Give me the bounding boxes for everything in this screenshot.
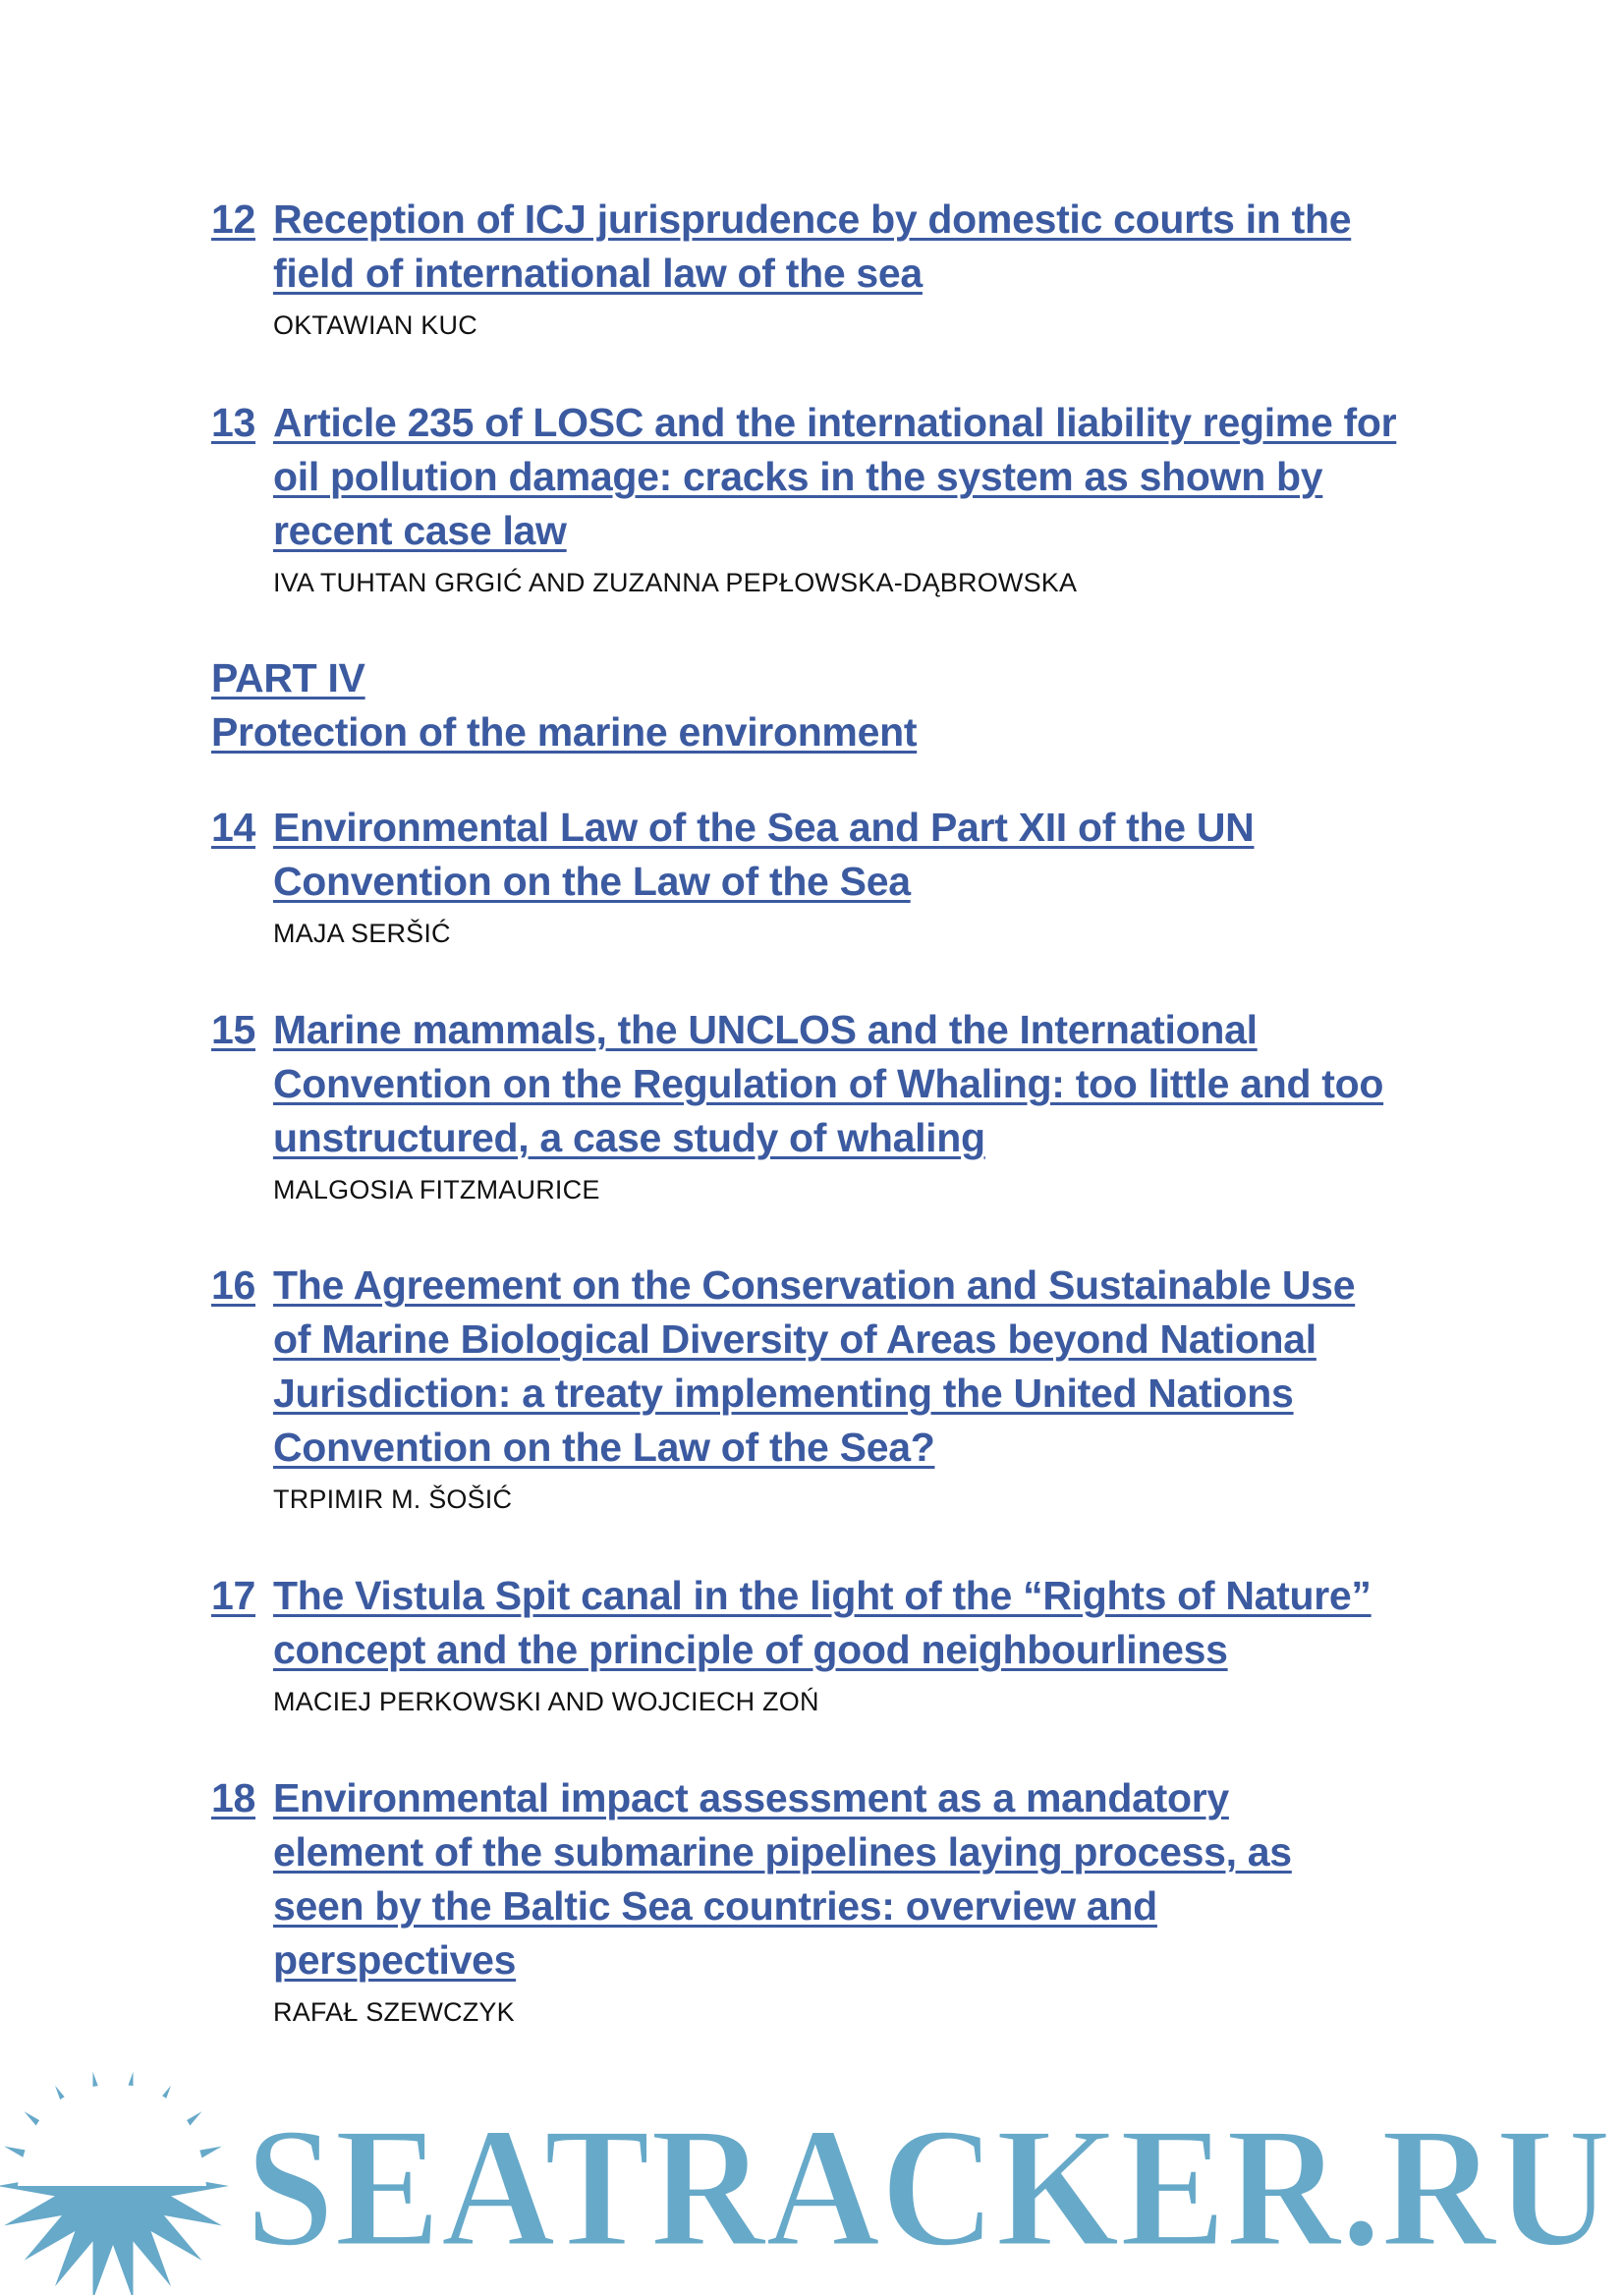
title-line[interactable]: Environmental Law of the Sea and Part XII of the UN xyxy=(273,805,1255,850)
chapter-number[interactable]: 13 xyxy=(211,400,256,445)
title-line[interactable]: Convention on the Law of the Sea xyxy=(273,859,911,904)
title-line[interactable]: Convention on the Regulation of Whaling: too little and too xyxy=(273,1061,1384,1106)
toc-entry-13 xyxy=(211,396,1488,598)
entry-title[interactable] xyxy=(211,396,1488,558)
chapter-author: RAFAŁ SZEWCZYK xyxy=(273,1997,515,2027)
title-line[interactable]: recent case law xyxy=(273,508,567,553)
title-line[interactable]: element of the submarine pipelines laying process, as xyxy=(273,1829,1292,1875)
part-heading[interactable] xyxy=(211,651,1488,759)
entry-title[interactable] xyxy=(211,193,1488,301)
title-line[interactable]: Article 235 of LOSC and the international liability regime for xyxy=(273,400,1397,445)
title-line[interactable]: Marine mammals, the UNCLOS and the International xyxy=(273,1007,1258,1052)
chapter-author: MAJA SERŠIĆ xyxy=(273,919,451,948)
title-line[interactable]: concept and the principle of good neighbourliness xyxy=(273,1627,1228,1672)
toc-entry-18 xyxy=(211,1771,1488,2028)
part-title[interactable]: Protection of the marine environment xyxy=(211,709,918,755)
entry-title[interactable] xyxy=(211,1771,1488,1987)
title-line[interactable]: Jurisdiction: a treaty implementing the United Nations xyxy=(273,1371,1294,1416)
chapter-number[interactable]: 17 xyxy=(211,1573,256,1618)
toc-entry-14 xyxy=(211,801,1488,949)
title-line[interactable]: The Vistula Spit canal in the light of the “Rights of Nature” xyxy=(273,1573,1372,1618)
toc-entry-17 xyxy=(211,1569,1488,1717)
title-line[interactable]: unstructured, a case study of whaling xyxy=(273,1115,985,1160)
title-line[interactable]: Environmental impact assessment as a mandatory xyxy=(273,1775,1229,1820)
title-line[interactable]: Reception of ICJ jurisprudence by domestic courts in the xyxy=(273,196,1352,242)
seatracker-watermark-logo xyxy=(0,2053,1624,2295)
sun-icon xyxy=(0,2072,229,2295)
title-line[interactable]: perspectives xyxy=(273,1937,517,1983)
chapter-author: MALGOSIA FITZMAURICE xyxy=(273,1175,600,1204)
title-line[interactable]: The Agreement on the Conservation and Sustainable Use xyxy=(273,1262,1356,1308)
chapter-number[interactable]: 12 xyxy=(211,196,256,242)
toc-entry-16 xyxy=(211,1259,1488,1515)
entry-title[interactable] xyxy=(211,1259,1488,1475)
chapter-number[interactable]: 15 xyxy=(211,1007,256,1052)
title-line[interactable]: Convention on the Law of the Sea? xyxy=(273,1425,935,1470)
title-line[interactable]: oil pollution damage: cracks in the system as shown by xyxy=(273,454,1323,499)
entry-title[interactable] xyxy=(211,1003,1488,1165)
toc-entry-12 xyxy=(211,193,1488,341)
watermark-text: SEATRACKER.RU xyxy=(246,2092,1611,2282)
entry-title[interactable] xyxy=(211,801,1488,909)
title-line[interactable]: field of international law of the sea xyxy=(273,251,923,296)
title-line[interactable]: seen by the Baltic Sea countries: overview and xyxy=(273,1883,1157,1929)
chapter-author: MACIEJ PERKOWSKI AND WOJCIECH ZOŃ xyxy=(273,1687,819,1716)
chapter-author: TRPIMIR M. ŠOŠIĆ xyxy=(273,1484,513,1514)
chapter-number[interactable]: 14 xyxy=(211,805,256,850)
chapter-author: IVA TUHTAN GRGIĆ AND ZUZANNA PEPŁOWSKA-DĄBROWSKA xyxy=(273,568,1078,597)
part-label[interactable]: PART IV xyxy=(211,655,365,700)
entry-title[interactable] xyxy=(211,1569,1488,1677)
toc-entry-15 xyxy=(211,1003,1488,1205)
chapter-author: OKTAWIAN KUC xyxy=(273,310,477,340)
chapter-number[interactable]: 18 xyxy=(211,1775,256,1820)
title-line[interactable]: of Marine Biological Diversity of Areas beyond National xyxy=(273,1316,1316,1362)
chapter-number[interactable]: 16 xyxy=(211,1262,256,1308)
